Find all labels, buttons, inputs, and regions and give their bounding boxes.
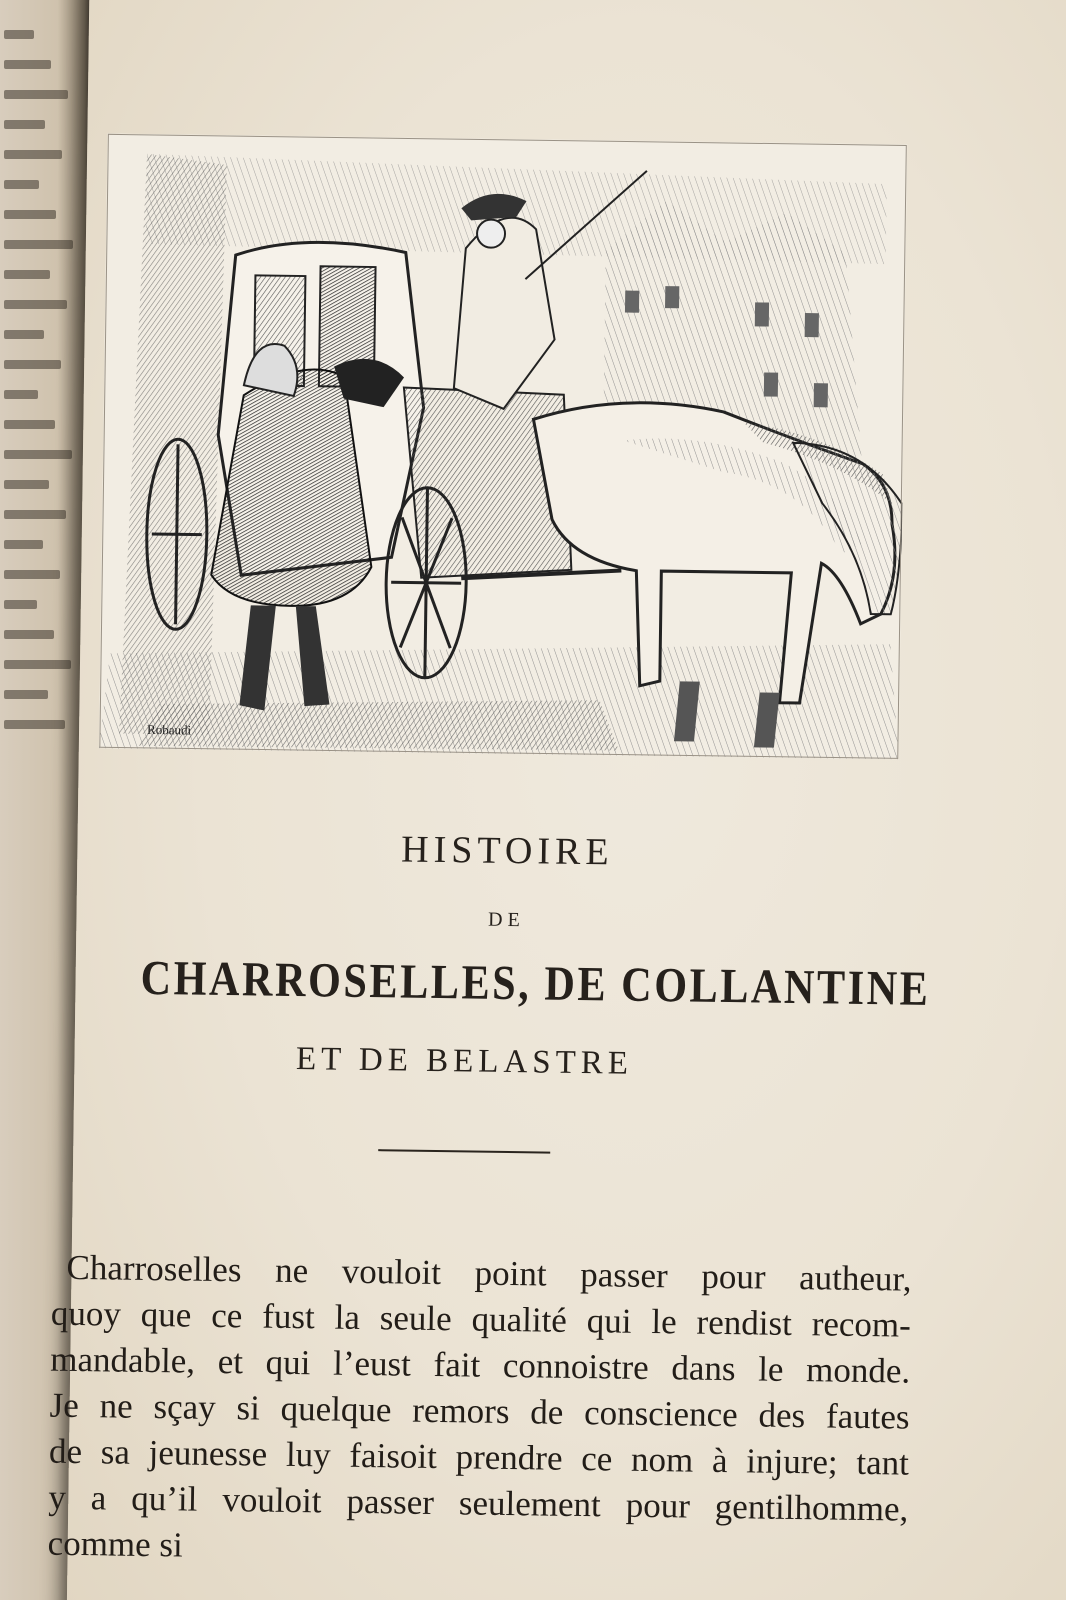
left-page-text-line — [4, 270, 50, 279]
engraving-illustration — [99, 133, 908, 759]
left-page-text-line — [4, 90, 68, 99]
left-page-text-line — [4, 390, 38, 399]
carriage-engraving — [99, 133, 908, 759]
left-page-text-line — [4, 30, 34, 39]
heading-de: DE — [487, 908, 525, 932]
left-page-text-line — [4, 330, 44, 339]
left-page-text-line — [4, 660, 71, 669]
body-line: Je ne sçay si quelque remors de conscience des fautes — [49, 1385, 910, 1437]
left-page-text-line — [4, 510, 66, 519]
body-line: mandable, et qui l’eust fait connoistre dans le monde. — [50, 1339, 911, 1391]
left-page-text-line — [4, 600, 37, 609]
left-page-text-line — [4, 60, 51, 69]
left-page-text-line — [4, 570, 60, 579]
left-page-text-line — [4, 630, 54, 639]
left-page-text-line — [4, 240, 73, 249]
left-page-text-line — [4, 420, 55, 429]
left-page-text-line — [4, 480, 49, 489]
artist-signature: Robaudi — [146, 721, 192, 738]
heading-subtitle: ET DE BELASTRE — [295, 1041, 634, 1082]
left-page-text-line — [4, 150, 62, 159]
section-divider — [378, 1149, 550, 1153]
left-page-text-line — [4, 180, 39, 189]
left-page-text-line — [4, 210, 56, 219]
left-page-text-line — [4, 360, 61, 369]
body-paragraph — [47, 1245, 911, 1579]
left-page-text-line — [4, 120, 45, 129]
left-page-text-line — [4, 300, 67, 309]
heading-histoire: HISTOIRE — [400, 828, 614, 874]
left-page-text-line — [4, 690, 48, 699]
body-line: Charroselles ne vouloit point passer pour autheur, — [66, 1247, 912, 1299]
left-page-text-line — [4, 720, 65, 729]
body-line: de sa jeunesse luy faisoit prendre ce nom à injure; tant — [48, 1431, 910, 1483]
left-page-text-line — [4, 540, 43, 549]
heading-title: CHARROSELLES, DE COLLANTINE — [140, 949, 931, 1016]
body-line: comme si — [47, 1523, 184, 1565]
body-line: y a qu’il vouloit passer seulement pour gentilhomme, — [48, 1477, 909, 1529]
body-line: quoy que ce fust la seule qualité qui le rendist recom- — [50, 1293, 912, 1345]
left-page-text-line — [4, 450, 72, 459]
right-page — [47, 0, 1066, 1600]
